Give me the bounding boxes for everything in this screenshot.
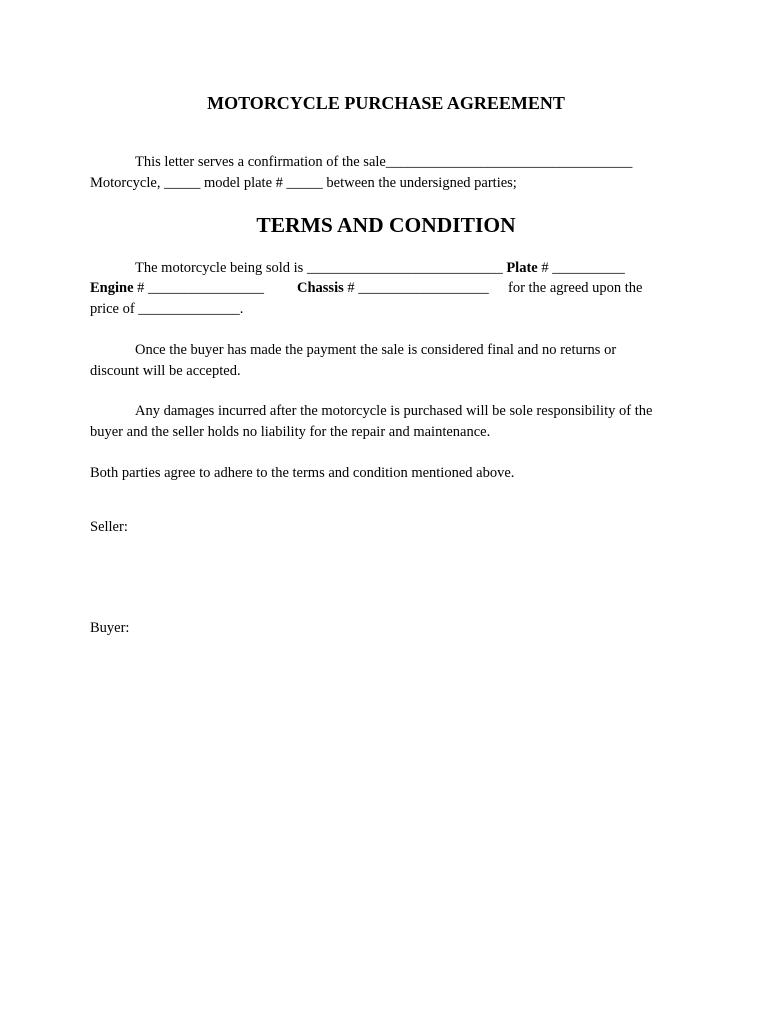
final-clause-line-1: Once the buyer has made the payment the sale is considered final and no returns or	[135, 342, 617, 358]
intro-line-2: Motorcycle, _____ model plate # _____ between the undersigned parties;	[90, 175, 517, 191]
agreement-statement: Both parties agree to adhere to the terms and condition mentioned above.	[90, 465, 515, 481]
sale-clause-line-3: price of ______________.	[90, 301, 244, 317]
engine-label: Engine	[90, 280, 134, 296]
chassis-blank: # __________________	[343, 280, 489, 296]
sale-clause-tail: for the agreed upon the	[508, 280, 643, 296]
sale-clause-text: The motorcycle being sold is ___________________________	[135, 260, 507, 276]
intro-line-1: This letter serves a confirmation of the sale__________________________________	[135, 154, 633, 170]
terms-heading: TERMS AND CONDITION	[256, 213, 516, 237]
sale-clause-line-1	[135, 258, 625, 278]
damage-clause-line-1: Any damages incurred after the motorcycle is purchased will be sole responsibility of the	[135, 403, 653, 419]
engine-blank: # ________________	[133, 280, 265, 296]
chassis-field	[297, 278, 489, 298]
plate-blank: # __________	[537, 260, 625, 276]
seller-label: Seller:	[90, 519, 128, 535]
document-title: MOTORCYCLE PURCHASE AGREEMENT	[207, 93, 565, 113]
plate-label: Plate	[506, 260, 538, 276]
sale-clause-line-2	[90, 278, 264, 298]
final-clause-line-2: discount will be accepted.	[90, 363, 241, 379]
buyer-label: Buyer:	[90, 620, 130, 636]
damage-clause-line-2: buyer and the seller holds no liability for the repair and maintenance.	[90, 424, 491, 440]
chassis-label: Chassis	[297, 280, 344, 296]
